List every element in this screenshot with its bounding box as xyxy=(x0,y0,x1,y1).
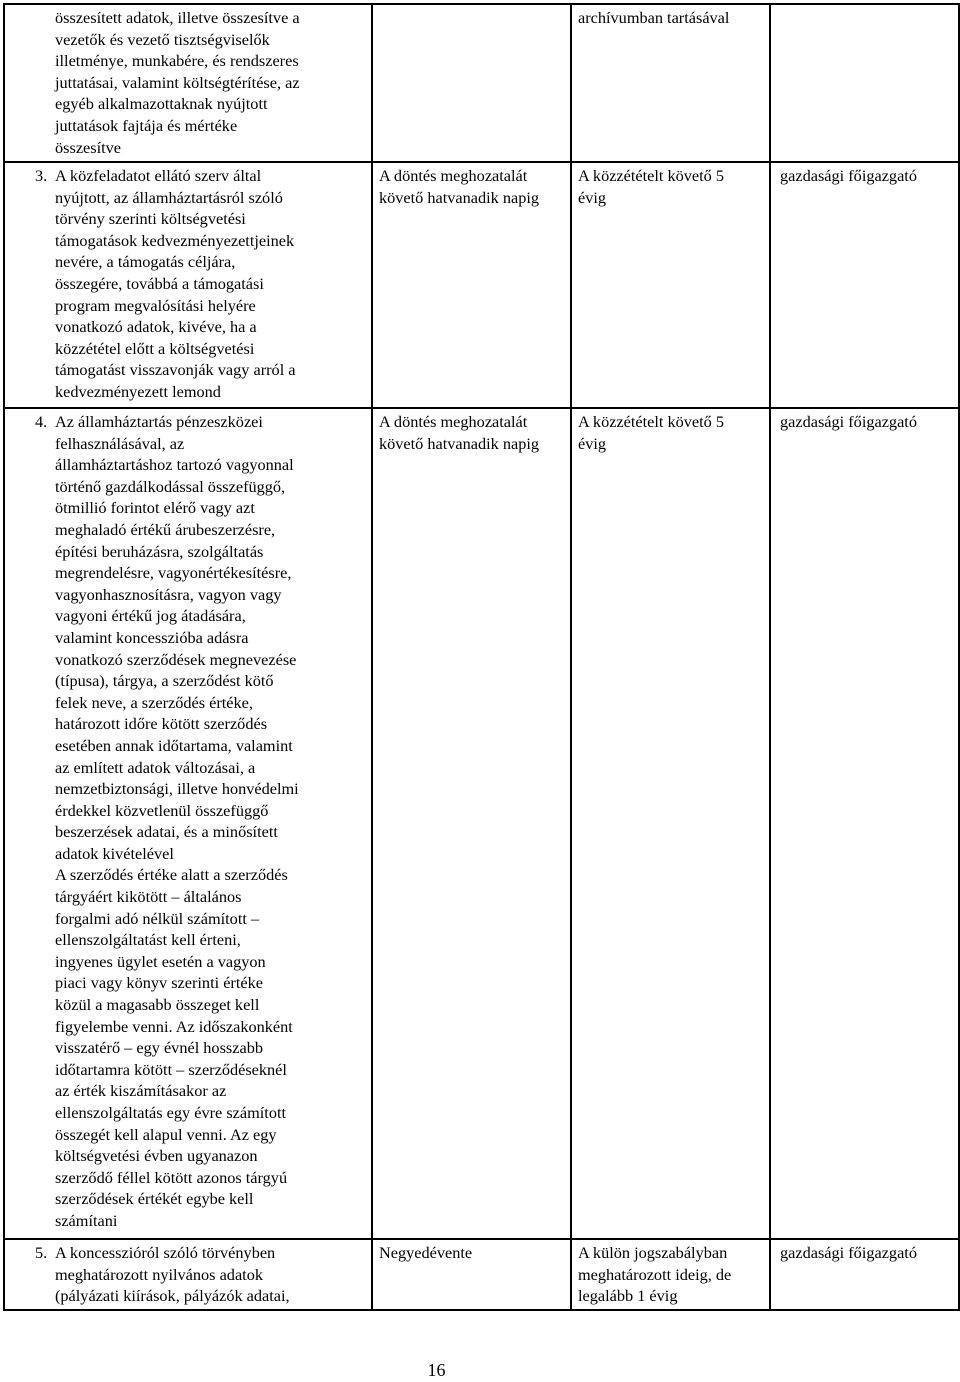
responsible-cell: gazdasági főigazgató xyxy=(770,1239,959,1310)
item-description: A koncesszióról szóló törvényben meghatározott nyilvános adatok (pályázati kiírások, pályázók adatai, xyxy=(55,1243,290,1306)
item-number: 3. xyxy=(35,166,48,185)
item-number: 4. xyxy=(35,412,48,431)
retention-cell: A külön jogszabályban meghatározott ideig, de legalább 1 évig xyxy=(571,1239,770,1310)
table-row xyxy=(4,1239,959,1310)
responsible-cell: gazdasági főigazgató xyxy=(770,162,959,408)
update-frequency-cell: Negyedévente xyxy=(372,1239,571,1310)
description-cell xyxy=(4,408,372,1239)
table-row xyxy=(4,4,959,162)
update-frequency-cell: A döntés meghozatalát követő hatvanadik napig xyxy=(372,162,571,408)
responsible-cell: gazdasági főigazgató xyxy=(770,408,959,1239)
item-number xyxy=(11,7,55,158)
table-row xyxy=(4,162,959,408)
update-frequency-cell xyxy=(372,4,571,162)
update-frequency-cell: A döntés meghozatalát követő hatvanadik napig xyxy=(372,408,571,1239)
description-cell xyxy=(4,162,372,408)
disclosure-table xyxy=(3,3,960,1311)
item-description: Az államháztartás pénzeszközei felhasználásával, az államháztartáshoz tartozó vagyonnal történő gazdálkodással összefüggő, ötmillió forintot elérő vagy azt meghaladó értékű árubeszerzésre, építési beruházásra, szolgáltatás megrendelésre, vagyonértékesítésre, vagyonhasznosításra, vagyon vagy vagyoni értékű jog átadására, valamint koncesszióba adásra vonatkozó szerződések megnevezése (típusa), tárgya, a szerződést kötő felek neve, a szerződés értéke, határozott időre kötött szerződés esetében annak időtartama, valamint az említett adatok változásai, a nemzetbiztonsági, illetve honvédelmi érdekkel közvetlenül összefüggő beszerzések adatai, és a minősített adatok kivételével A szerződés értéke alatt a szerződés tárgyáért kikötött – általános forgalmi adó nélkül számított – ellenszolgáltatást kell érteni, ingyenes ügylet esetén a vagyon piaci vagy könyv szerinti értéke közül a magasabb összeget kell figyelembe venni. Az időszakonként visszatérő – egy évnél hosszabb időtartamra kötött – szerződéseknél az érték kiszámításakor az ellenszolgáltatás egy évre számított összegét kell alapul venni. Az egy költségvetési évben ugyanazon szerződő féllel kötött azonos tárgyú szerződések értékét egybe kell számítani xyxy=(55,412,299,1230)
item-number: 5. xyxy=(35,1243,48,1262)
page-number: 16 xyxy=(427,1360,446,1380)
responsible-cell xyxy=(770,4,959,162)
table-row xyxy=(4,408,959,1239)
description-cell xyxy=(4,4,372,162)
retention-cell: archívumban tartásával xyxy=(571,4,770,162)
item-description: összesített adatok, illetve összesítve a vezetők és vezető tisztségviselők illetménye, munkabére, és rendszeres juttatásai, valamint költségtérítése, az egyéb alkalmazottaknak nyújtott juttatások fajtája és mértéke összesítve xyxy=(55,8,300,157)
retention-cell: A közzétételt követő 5 évig xyxy=(571,408,770,1239)
description-cell xyxy=(4,1239,372,1310)
item-description: A közfeladatot ellátó szerv által nyújtott, az államháztartásról szóló törvény szerinti költségvetési támogatások kedvezményezettjeinek nevére, a támogatás céljára, összegére, továbbá a támogatási program megvalósítási helyére vonatkozó adatok, kivéve, ha a közzététel előtt a költségvetési támogatást visszavonják vagy arról a kedvezményezett lemond xyxy=(55,166,296,401)
retention-cell: A közzétételt követő 5 évig xyxy=(571,162,770,408)
